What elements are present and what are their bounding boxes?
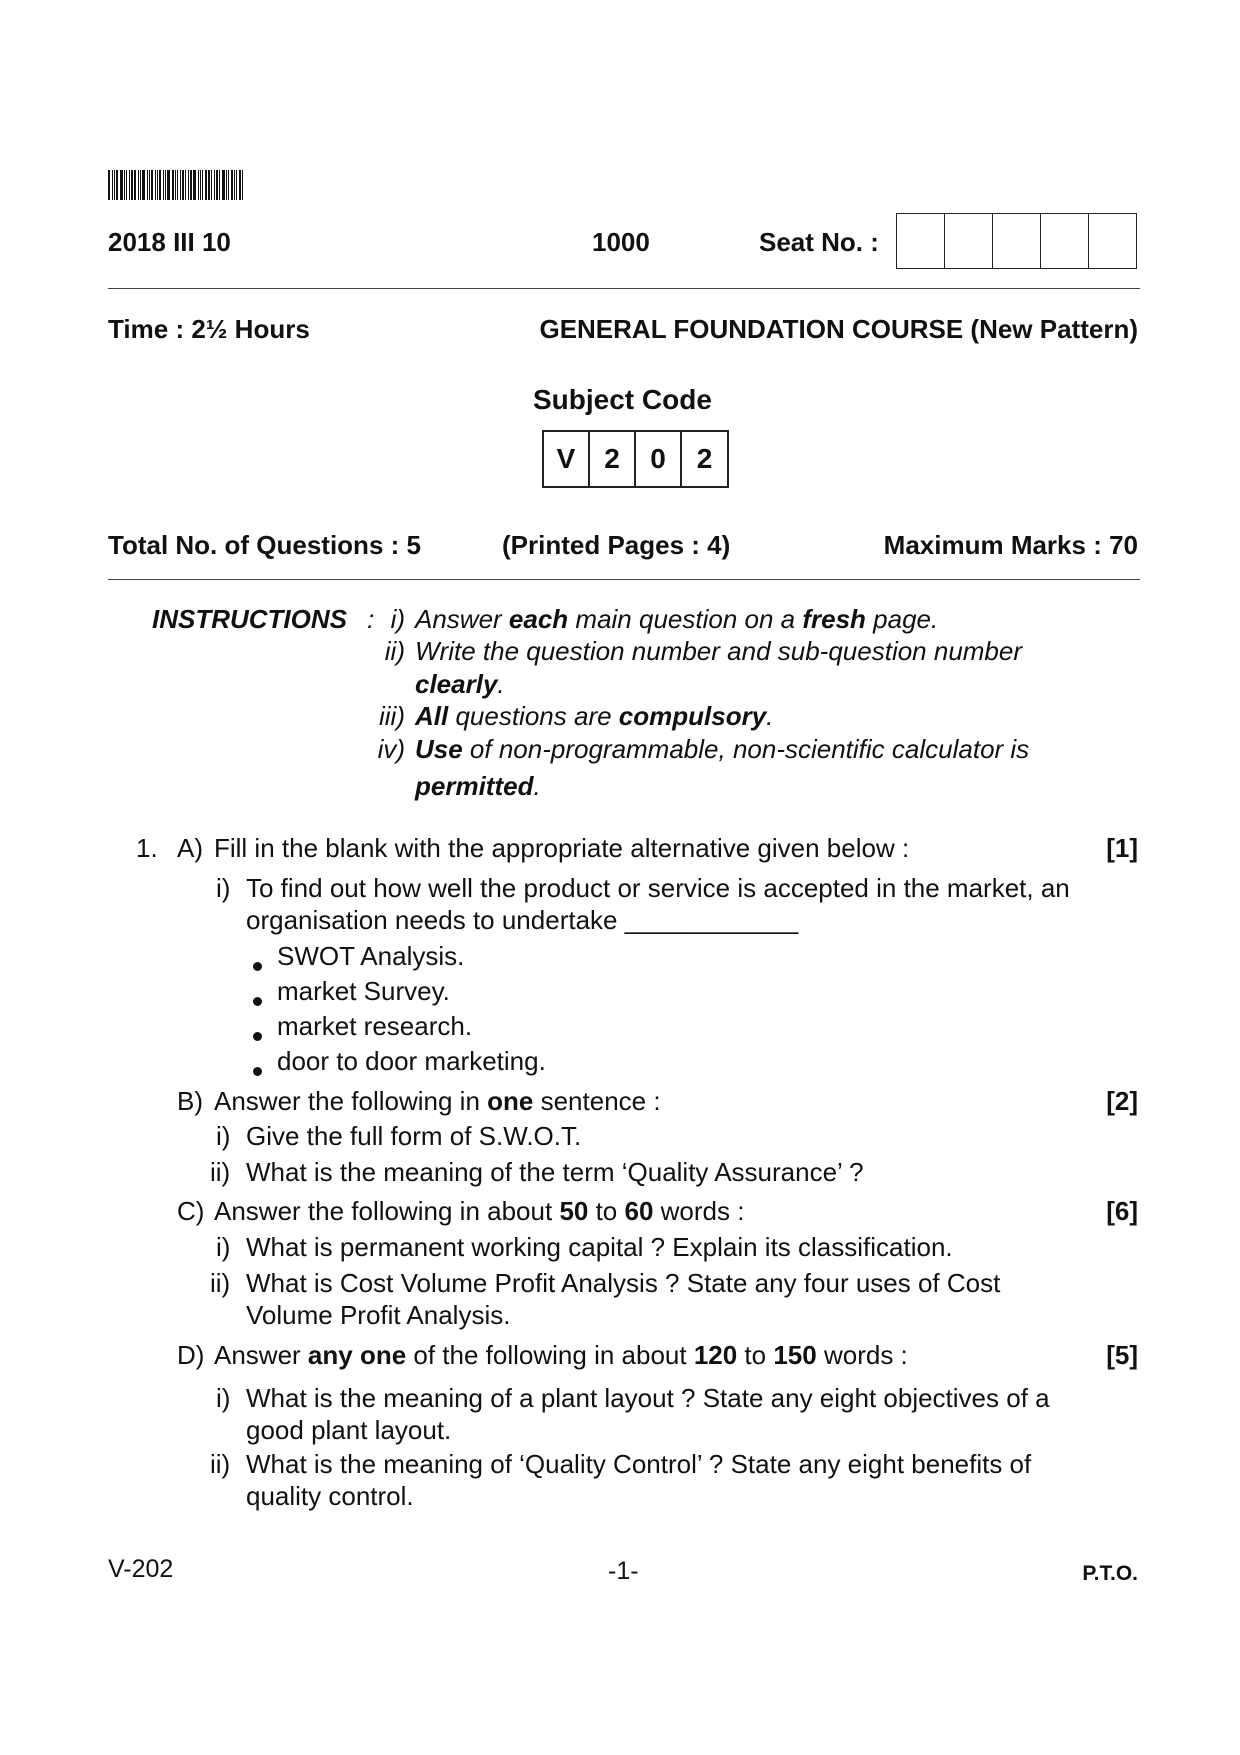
barcode-bar <box>208 170 210 200</box>
marks-badge: [2] <box>1106 1086 1138 1116</box>
sub-question-cont: quality control. <box>246 1481 414 1511</box>
barcode <box>108 170 250 200</box>
barcode-bar <box>222 170 225 200</box>
option-item: market Survey. <box>277 976 450 1006</box>
instruction-4-cont: permitted. <box>415 771 541 801</box>
barcode-bar <box>134 170 136 200</box>
subject-code-char: 2 <box>696 443 713 474</box>
barcode-bar <box>116 170 118 200</box>
barcode-bar <box>242 170 243 200</box>
barcode-bar <box>149 170 150 200</box>
time-allowed: Time : 2½ Hours <box>108 314 310 344</box>
sub-question: What is permanent working capital ? Explain its classification. <box>246 1232 953 1262</box>
barcode-bar <box>167 170 170 200</box>
sub-question-num: i) <box>216 1121 231 1151</box>
barcode-bar <box>159 170 161 200</box>
footer-subject-code: V-202 <box>108 1555 174 1583</box>
barcode-bar <box>236 170 237 200</box>
option-item: door to door marketing. <box>277 1046 546 1076</box>
part-a-prompt: Fill in the blank with the appropriate alternative given below : <box>214 833 910 863</box>
part-b-prompt: Answer the following in one sentence : <box>214 1086 661 1116</box>
barcode-bar <box>228 170 229 200</box>
option-item: market research. <box>277 1011 473 1041</box>
seat-box <box>897 214 945 268</box>
sub-question-num: ii) <box>210 1449 231 1479</box>
barcode-bar <box>108 170 110 200</box>
barcode-bar <box>155 170 156 200</box>
page-number: -1- <box>608 1557 639 1585</box>
barcode-bar <box>165 170 166 200</box>
barcode-bar <box>226 170 227 200</box>
pto-label: P.T.O. <box>1082 1562 1138 1585</box>
barcode-bar <box>140 170 141 200</box>
barcode-bar <box>172 170 174 200</box>
part-a-question-line: organisation needs to undertake ____________ <box>246 905 799 935</box>
sub-question: What is the meaning of the term ‘Quality Assurance’ ? <box>246 1157 864 1187</box>
marks-badge: [1] <box>1106 833 1138 863</box>
printed-pages: (Printed Pages : 4) <box>502 530 731 560</box>
seat-box <box>1089 214 1136 268</box>
barcode-bar <box>193 170 196 200</box>
sub-question-cont: good plant layout. <box>246 1415 452 1445</box>
instructions-label: INSTRUCTIONS <box>152 604 347 634</box>
sub-question-num: i) <box>216 1232 231 1262</box>
instruction-num: ii) <box>384 636 405 666</box>
barcode-bar <box>182 170 184 200</box>
barcode-bar <box>120 170 123 200</box>
sub-question-num: ii) <box>210 1268 231 1298</box>
barcode-bar <box>188 170 189 200</box>
header-divider <box>108 288 1140 289</box>
barcode-bar <box>142 170 145 200</box>
barcode-bar <box>205 170 207 200</box>
exam-code: 2018 III 10 <box>108 227 231 257</box>
subject-code-label: Subject Code <box>533 384 712 415</box>
barcode-bar <box>200 170 201 200</box>
option-item: SWOT Analysis. <box>277 941 465 971</box>
instruction-3: All questions are compulsory. <box>415 701 774 731</box>
bullet-icon <box>253 962 262 971</box>
barcode-bar <box>198 170 199 200</box>
subject-code-boxes <box>542 430 729 488</box>
barcode-bar <box>112 170 113 200</box>
barcode-bar <box>180 170 181 200</box>
seat-box <box>945 214 993 268</box>
bullet-icon <box>253 1067 262 1076</box>
instructions-colon: : <box>367 604 375 634</box>
seat-number-label: Seat No. : <box>759 227 879 257</box>
instruction-num: i) <box>390 604 405 634</box>
barcode-bar <box>129 170 130 200</box>
seat-box <box>993 214 1041 268</box>
barcode-bar <box>214 170 215 200</box>
sub-question-num: i) <box>216 873 231 903</box>
seat-box <box>1041 214 1089 268</box>
barcode-bar <box>231 170 233 200</box>
instruction-2: Write the question number and sub-question number <box>415 636 1023 666</box>
barcode-bar <box>202 170 203 200</box>
sub-question: What is the meaning of a plant layout ? State any eight objectives of a <box>246 1383 1050 1413</box>
seat-number-boxes <box>896 213 1137 269</box>
marks-badge: [5] <box>1106 1340 1138 1370</box>
part-label: D) <box>177 1340 205 1370</box>
bullet-icon <box>253 1032 262 1041</box>
barcode-bar <box>219 170 220 200</box>
barcode-bar <box>114 170 115 200</box>
barcode-bar <box>185 170 186 200</box>
barcode-bar <box>163 170 164 200</box>
total-questions: Total No. of Questions : 5 <box>108 530 421 560</box>
marks-badge: [6] <box>1106 1196 1138 1226</box>
barcode-bar <box>131 170 133 200</box>
barcode-bar <box>124 170 125 200</box>
instruction-num: iv) <box>377 734 405 764</box>
instruction-num: iii) <box>379 701 405 731</box>
barcode-bar <box>177 170 178 200</box>
barcode-bar <box>157 170 158 200</box>
maximum-marks: Maximum Marks : 70 <box>883 530 1138 560</box>
course-title: GENERAL FOUNDATION COURSE (New Pattern) <box>539 314 1138 344</box>
subject-code-char: V <box>544 432 590 486</box>
instruction-4: Use of non-programmable, non-scientific calculator is <box>415 734 1030 764</box>
question-number: 1. <box>136 833 158 863</box>
barcode-bar <box>216 170 218 200</box>
barcode-bar <box>190 170 192 200</box>
barcode-bar <box>211 170 212 200</box>
part-label: A) <box>177 833 203 863</box>
part-d-prompt: Answer any one of the following in about 120 to 150 words : <box>214 1340 908 1370</box>
barcode-bar <box>234 170 235 200</box>
part-c-prompt: Answer the following in about 50 to 60 words : <box>214 1196 745 1226</box>
sub-question-num: ii) <box>210 1157 231 1187</box>
barcode-bar <box>147 170 148 200</box>
sub-question-cont: Volume Profit Analysis. <box>246 1300 511 1330</box>
instruction-2-cont: clearly. <box>415 669 505 699</box>
sub-question-num: i) <box>216 1383 231 1413</box>
sub-question: Give the full form of S.W.O.T. <box>246 1121 582 1151</box>
instruction-1: Answer each main question on a fresh page. <box>415 604 939 634</box>
barcode-bar <box>239 170 241 200</box>
bullet-icon <box>253 997 262 1006</box>
part-label: C) <box>177 1196 205 1226</box>
paper-number: 1000 <box>592 227 650 257</box>
instructions-divider <box>108 579 1140 580</box>
part-a-question-line: To find out how well the product or service is accepted in the market, an <box>246 873 1070 903</box>
subject-code-char: 0 <box>636 432 682 486</box>
barcode-bar <box>151 170 153 200</box>
sub-question: What is Cost Volume Profit Analysis ? State any four uses of Cost <box>246 1268 1001 1298</box>
barcode-bar <box>138 170 139 200</box>
subject-code-char: 2 <box>590 432 636 486</box>
barcode-bar <box>175 170 176 200</box>
sub-question: What is the meaning of ‘Quality Control’ ? State any eight benefits of <box>246 1449 1032 1479</box>
barcode-bar <box>126 170 127 200</box>
part-label: B) <box>177 1086 203 1116</box>
